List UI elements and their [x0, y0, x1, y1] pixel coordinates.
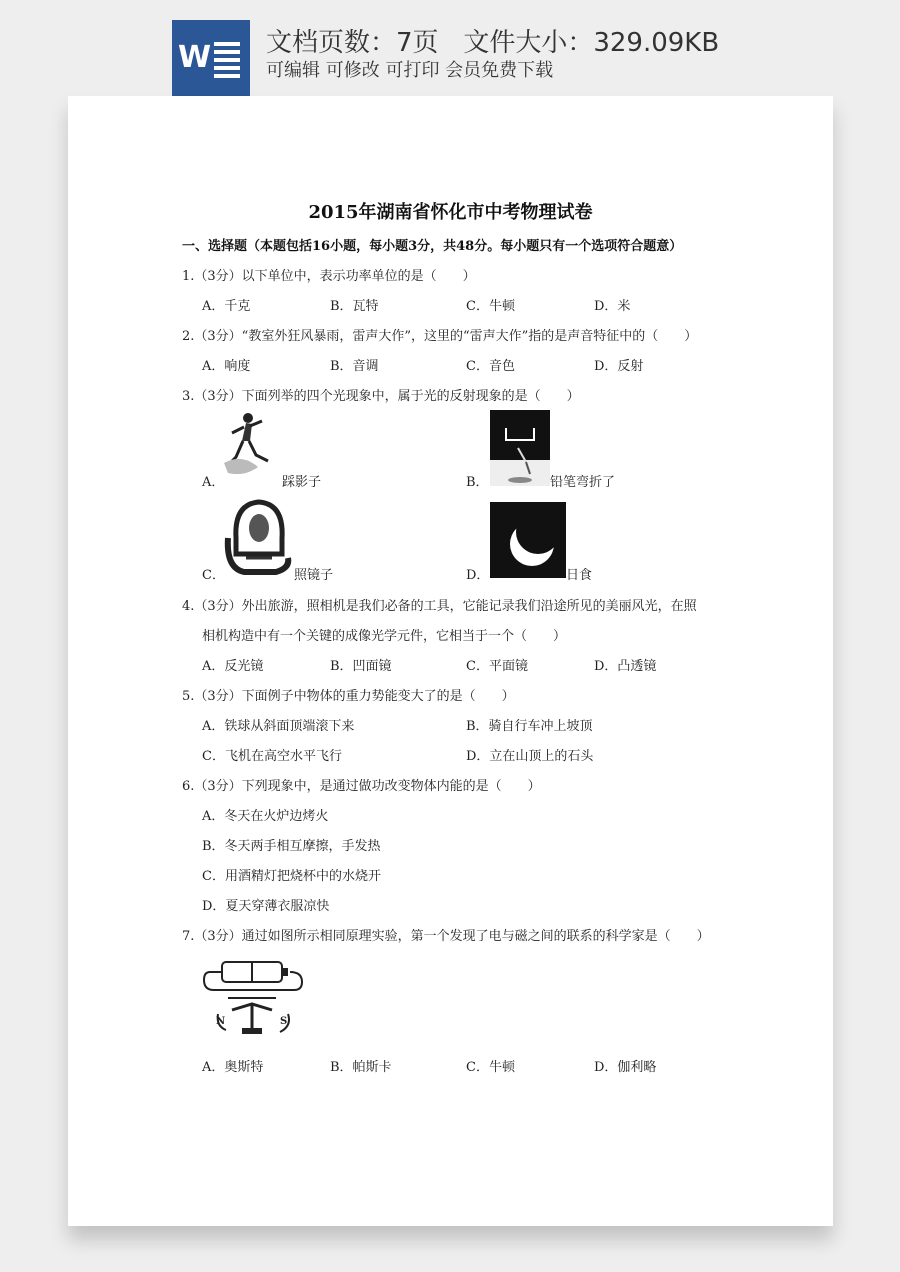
- q4-option-c: C．平面镜: [466, 659, 528, 674]
- q3-option-d-letter: D．: [466, 568, 490, 583]
- q6-option-b: B．冬天两手相互摩擦，手发热: [202, 839, 381, 854]
- q5-option-d: D．立在山顶上的石头: [466, 749, 594, 764]
- exam-title: 2015年湖南省怀化市中考物理试卷: [308, 202, 593, 223]
- figure-mirror: [224, 498, 294, 576]
- doc-info-pages-size: 文档页数：7页 文件大小：329.09KB: [266, 28, 720, 58]
- q3-option-a-text: 踩影子: [282, 475, 322, 490]
- question-1: 1.（3分）以下单位中，表示功率单位的是（ ）: [182, 269, 476, 284]
- word-logo-letter: W: [178, 40, 211, 75]
- question-2: 2.（3分）“教室外狂风暴雨，雷声大作”，这里的“雷声大作”指的是声音特征中的（ ）: [182, 329, 698, 344]
- q5-option-a: A．铁球从斜面顶端滚下来: [202, 719, 355, 734]
- q2-option-a: A．响度: [202, 359, 251, 374]
- q4-option-a: A．反光镜: [202, 659, 264, 674]
- q3-option-a-letter: A．: [202, 475, 225, 490]
- q1-option-c: C．牛顿: [466, 299, 515, 314]
- q7-option-c: C．牛顿: [466, 1060, 515, 1075]
- q4-option-b: B．凹面镜: [330, 659, 392, 674]
- q2-option-c: C．音色: [466, 359, 515, 374]
- figure-bent-pencil: [490, 410, 550, 486]
- q1-option-d: D．米: [594, 299, 631, 314]
- question-4-line1: 4.（3分）外出旅游，照相机是我们必备的工具，它能记录我们沿途所见的美丽风光，在照: [182, 599, 697, 614]
- q6-option-a: A．冬天在火炉边烤火: [202, 809, 329, 824]
- q3-option-c-letter: C．: [202, 568, 225, 583]
- section-heading: 一、选择题（本题包括16小题，每小题3分，共48分。每小题只有一个选项符合题意）: [182, 239, 683, 254]
- figure-north-label: N: [216, 1016, 226, 1027]
- q7-option-a: A．奥斯特: [202, 1060, 264, 1075]
- question-7: 7.（3分）通过如图所示相同原理实验，第一个发现了电与磁之间的联系的科学家是（ ）: [182, 929, 710, 944]
- question-6: 6.（3分）下列现象中，是通过做功改变物体内能的是（ ）: [182, 779, 541, 794]
- doc-features: 可编辑 可修改 可打印 会员免费下载: [266, 60, 554, 81]
- q5-option-b: B．骑自行车冲上坡顶: [466, 719, 593, 734]
- figure-stepping-shadow: [222, 411, 284, 481]
- q1-option-b: B．瓦特: [330, 299, 379, 314]
- figure-south-label: S: [280, 1016, 288, 1027]
- q1-option-a: A．千克: [202, 299, 251, 314]
- download-banner: [0, 0, 900, 96]
- question-5: 5.（3分）下面例子中物体的重力势能变大了的是（ ）: [182, 689, 515, 704]
- word-document-icon: [172, 20, 250, 96]
- q6-option-d: D．夏天穿薄衣服凉快: [202, 899, 330, 914]
- q3-option-b-text: 铅笔弯折了: [550, 475, 616, 490]
- q7-option-b: B．帕斯卡: [330, 1060, 392, 1075]
- q5-option-c: C．飞机在高空水平飞行: [202, 749, 342, 764]
- q7-option-d: D．伽利略: [594, 1060, 657, 1075]
- figure-oersted-experiment: [202, 956, 306, 1042]
- document-page: [68, 96, 833, 1226]
- q2-option-d: D．反射: [594, 359, 644, 374]
- figure-eclipse: [490, 502, 566, 578]
- q4-option-d: D．凸透镜: [594, 659, 657, 674]
- question-4-line2: 相机构造中有一个关键的成像光学元件，它相当于一个（ ）: [202, 629, 567, 644]
- q3-option-c-text: 照镜子: [294, 568, 334, 583]
- q6-option-c: C．用酒精灯把烧杯中的水烧开: [202, 869, 381, 884]
- question-3: 3.（3分）下面列举的四个光现象中，属于光的反射现象的是（ ）: [182, 389, 580, 404]
- q3-option-d-text: 日食: [566, 568, 593, 583]
- q3-option-b-letter: B．: [466, 475, 489, 490]
- q2-option-b: B．音调: [330, 359, 379, 374]
